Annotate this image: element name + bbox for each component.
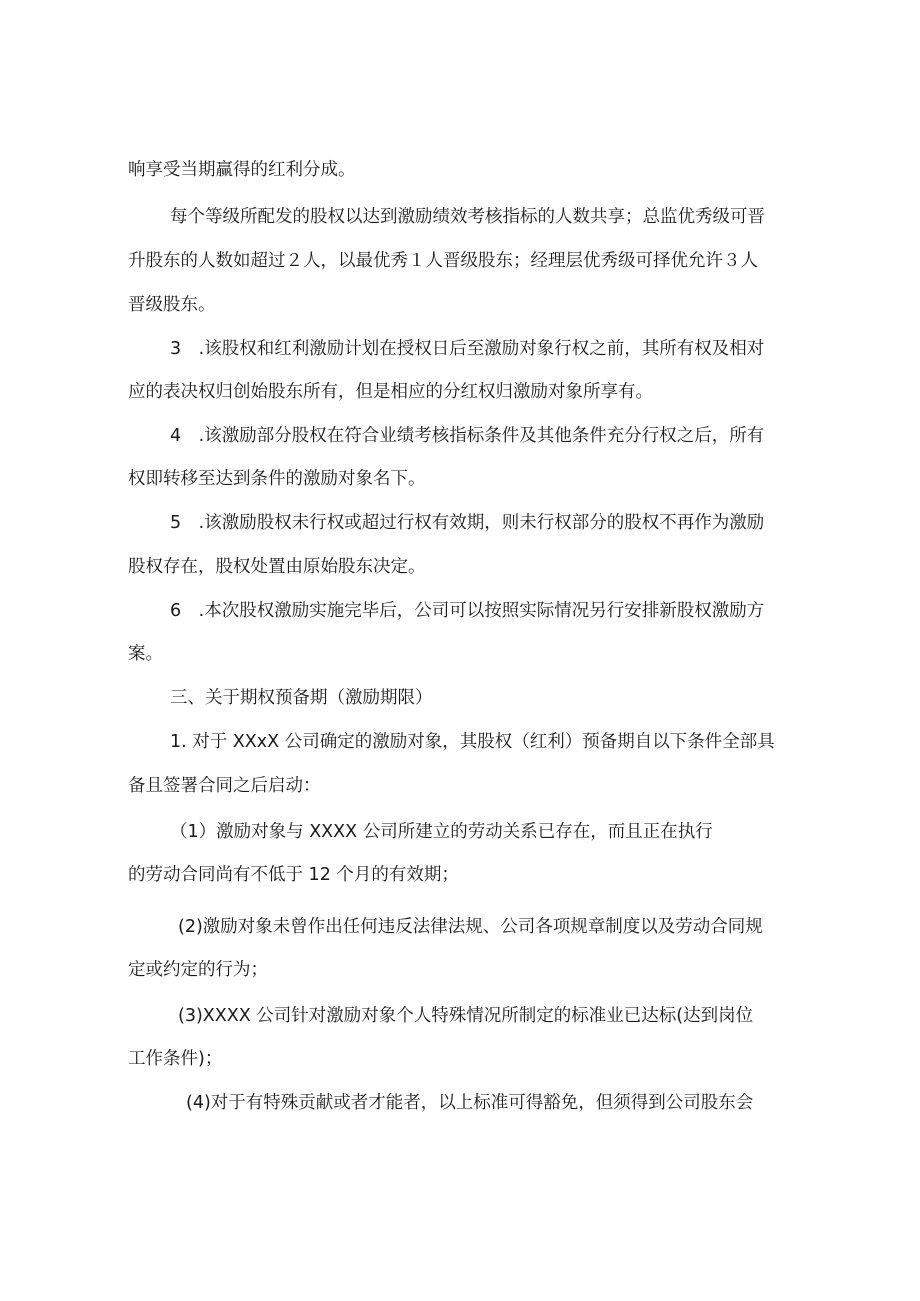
text-line: 晋级股东。 [128,295,216,315]
text-line: 的劳动合同尚有不低于 12 个月的有效期； [128,865,459,885]
text-line: 案。 [128,644,163,664]
text-line: (3)XXXX 公司针对激励对象个人特殊情况所制定的标准业已达标(达到岗位 [178,1006,754,1026]
text-line: 5 .该激励股权未行权或超过行权有效期，则未行权部分的股权不再作为激励 [170,513,765,533]
text-line: 每个等级所配发的股权以达到激励绩效考核指标的人数共享；总监优秀级可晋 [170,207,765,227]
text-line: 定或约定的行为； [128,960,268,980]
text-line: （1）激励对象与 XXXX 公司所建立的劳动关系已存在，而且正在执行 [170,822,713,842]
text-line: 权即转移至达到条件的激励对象名下。 [128,469,426,489]
text-line: 备且签署合同之后启动： [128,776,321,796]
text-line: 1. 对于 XXxX 公司确定的激励对象，其股权（红利）预备期自以下条件全部具 [170,732,775,752]
text-line: 3 .该股权和红利激励计划在授权日后至激励对象行权之前，其所有权及相对 [170,339,765,359]
text-line: (2)激励对象未曾作出任何违反法律法规、公司各项规章制度以及劳动合同规 [178,917,763,937]
text-line: 升股东的人数如超过２人，以最优秀１人晋级股东；经理层优秀级可择优允许３人 [128,251,758,271]
text-line: 响享受当期赢得的红利分成。 [128,160,356,180]
text-line: 4 .该激励部分股权在符合业绩考核指标条件及其他条件充分行权之后，所有 [170,426,765,446]
text-line: (4)对于有特殊贡献或者才能者，以上标准可得豁免，但须得到公司股东会 [186,1093,754,1113]
text-line: 6 .本次股权激励实施完毕后，公司可以按照实际情况另行安排新股权激励方 [170,601,765,621]
text-line: 股权存在，股权处置由原始股东决定。 [128,557,426,577]
text-line: 应的表决权归创始股东所有，但是相应的分红权归激励对象所享有。 [128,382,653,402]
text-line: 工作条件)； [128,1049,223,1069]
section-heading: 三、关于期权预备期（激励期限） [170,688,433,708]
